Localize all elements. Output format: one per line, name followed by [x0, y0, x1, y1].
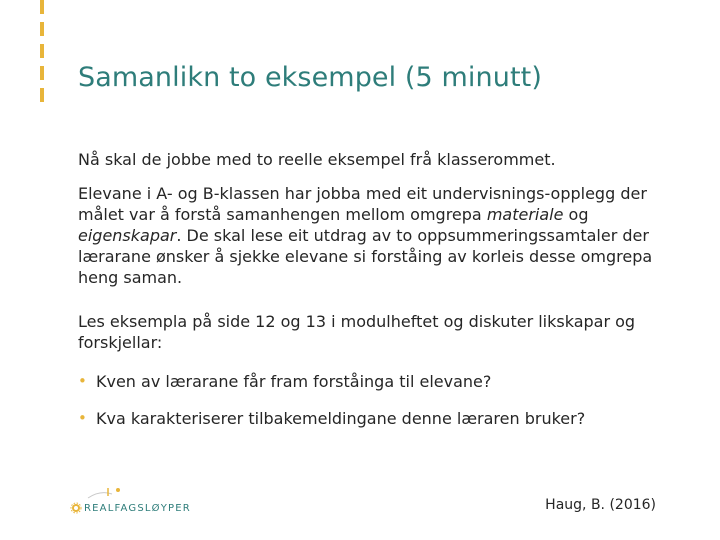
term-materiale: materiale — [486, 205, 564, 224]
list-item — [78, 408, 678, 429]
slide-title: Samanlikn to eksempel (5 minutt) — [78, 62, 542, 93]
context-text-3: . De skal lese eit utdrag av to oppsummeringssamtaler der lærarane ønsker å sjekke elevane si forståing av korleis desse omgrepa heng saman. — [78, 226, 653, 287]
citation: Haug, B. (2016) — [545, 497, 656, 513]
side-accent-dashes — [40, 0, 44, 116]
task-paragraph: Les eksempla på side 12 og 13 i modulheftet og diskuter likskapar og forskjellar: — [78, 312, 636, 352]
question-text: Kva karakteriserer tilbakemeldingane denne læraren bruker? — [96, 409, 586, 428]
bullet-icon: • — [78, 372, 87, 390]
question-text: Kven av lærarane får fram forståinga til elevane? — [96, 372, 492, 391]
context-text-1: Elevane i A- og B-klassen har jobba med eit undervisnings-opplegg der målet var å forstå samanhengen mellom omgrepa — [78, 184, 647, 224]
context-paragraph — [78, 183, 678, 288]
context-text-2: og — [563, 205, 589, 224]
term-eigenskapar: eigenskapar — [78, 226, 177, 245]
realfagsloyper-logo — [70, 486, 220, 526]
question-list — [78, 371, 678, 429]
list-item — [78, 371, 678, 392]
slide-body — [78, 149, 678, 445]
logo-wordmark: REALFAGSLØYPER — [84, 503, 191, 514]
bullet-icon: • — [78, 409, 87, 427]
intro-paragraph: Nå skal de jobbe med to reelle eksempel frå klasserommet. — [78, 150, 556, 169]
